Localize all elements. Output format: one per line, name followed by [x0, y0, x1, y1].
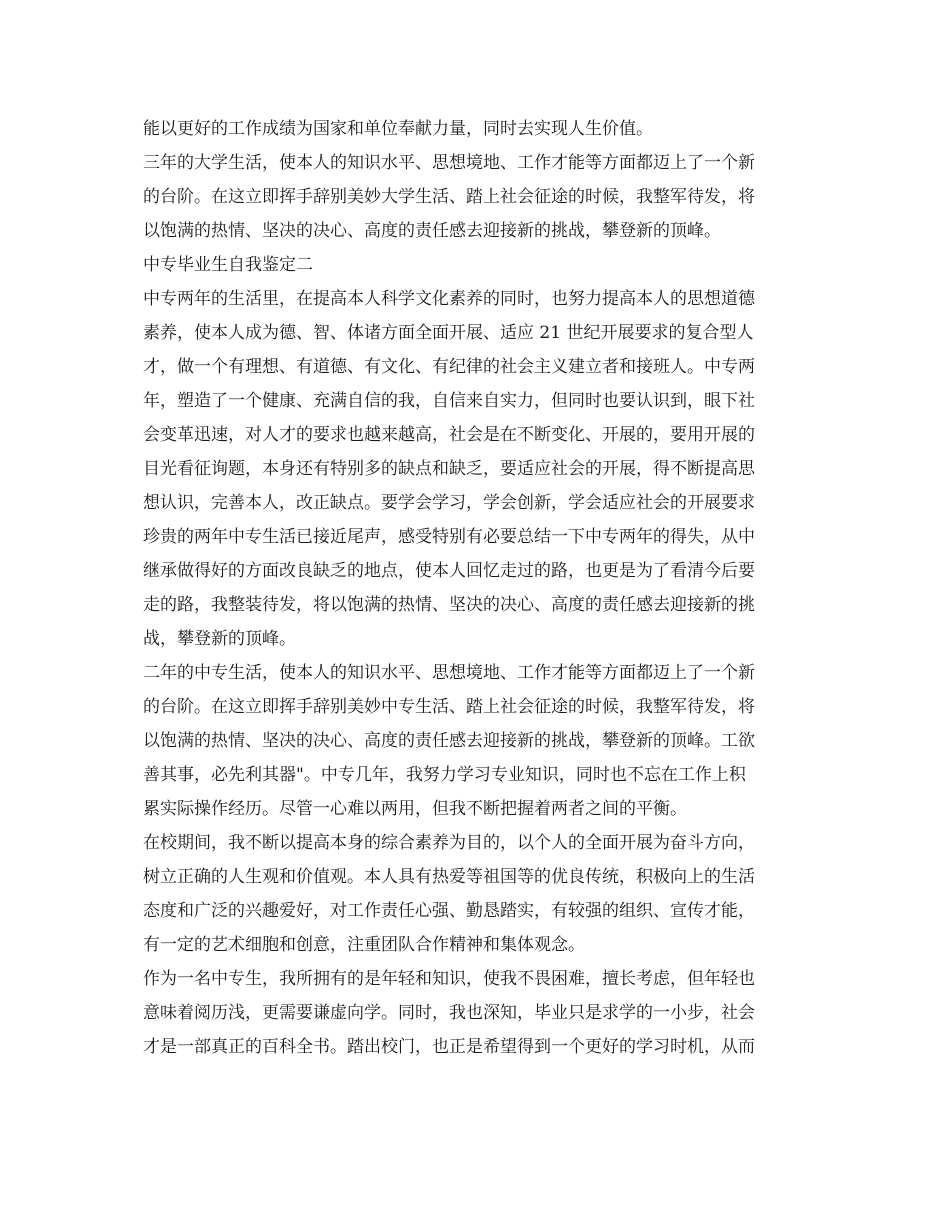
text-line: 珍贵的两年中专生活已接近尾声，感受特别有必要总结一下中专两年的得失，从中 — [143, 527, 755, 547]
text-line: 以饱满的热情、坚决的决心、高度的责任感去迎接新的挑战，攀登新的顶峰。工欲 — [143, 731, 755, 751]
text-line: 战，攀登新的顶峰。 — [143, 629, 296, 649]
text-line: 作为一名中专生，我所拥有的是年轻和知识，使我不畏困难，擅长考虑，但年轻也 — [143, 969, 755, 989]
text-line: 素养，使本人成为德、智、体诸方面全面开展、适应 21 世纪开展要求的复合型人 — [143, 323, 754, 343]
text-line: 在校期间，我不断以提高本身的综合素养为目的，以个人的全面开展为奋斗方向， — [143, 833, 755, 853]
text-line: 中专两年的生活里，在提高本人科学文化素养的同时，也努力提高本人的思想道德 — [143, 289, 755, 309]
text-line: 的台阶。在这立即挥手辞别美妙大学生活、踏上社会征途的时候，我整军待发，将 — [143, 187, 755, 207]
text-line: 想认识，完善本人，改正缺点。要学会学习，学会创新，学会适应社会的开展要求 — [143, 493, 755, 513]
text-line: 有一定的艺术细胞和创意，注重团队合作精神和集体观念。 — [143, 935, 585, 955]
text-line: 二年的中专生活，使本人的知识水平、思想境地、工作才能等方面都迈上了一个新 — [143, 663, 755, 683]
text-line: 三年的大学生活，使本人的知识水平、思想境地、工作才能等方面都迈上了一个新 — [143, 153, 755, 173]
text-line: 累实际操作经历。尽管一心难以两用，但我不断把握着两者之间的平衡。 — [143, 799, 687, 819]
document-body — [143, 112, 833, 1064]
text-line: 能以更好的工作成绩为国家和单位奉献力量，同时去实现人生价值。 — [143, 119, 653, 139]
section-heading: 中专毕业生自我鉴定二 — [143, 255, 313, 275]
text-line: 善其事，必先利其器"。中专几年，我努力学习专业知识，同时也不忘在工作上积 — [143, 765, 746, 785]
text-line: 走的路，我整装待发，将以饱满的热情、坚决的决心、高度的责任感去迎接新的挑 — [143, 595, 755, 615]
text-line: 才是一部真正的百科全书。踏出校门，也正是希望得到一个更好的学习时机，从而 — [143, 1037, 755, 1057]
text-line: 意味着阅历浅，更需要谦虚向学。同时，我也深知，毕业只是求学的一小步，社会 — [143, 1003, 755, 1023]
text-line: 目光看征询题，本身还有特别多的缺点和缺乏，要适应社会的开展，得不断提高思 — [143, 459, 755, 479]
text-line: 的台阶。在这立即挥手辞别美妙中专生活、踏上社会征途的时候，我整军待发，将 — [143, 697, 755, 717]
text-line: 年，塑造了一个健康、充满自信的我，自信来自实力，但同时也要认识到，眼下社 — [143, 391, 755, 411]
text-line: 继承做得好的方面改良缺乏的地点，使本人回忆走过的路，也更是为了看清今后要 — [143, 561, 755, 581]
text-line: 才，做一个有理想、有道德、有文化、有纪律的社会主义建立者和接班人。中专两 — [143, 357, 755, 377]
text-line: 态度和广泛的兴趣爱好，对工作责任心强、勤恳踏实，有较强的组织、宣传才能， — [143, 901, 755, 921]
text-line: 树立正确的人生观和价值观。本人具有热爱等祖国等的优良传统，积极向上的生活 — [143, 867, 755, 887]
text-line: 以饱满的热情、坚决的决心、高度的责任感去迎接新的挑战，攀登新的顶峰。 — [143, 221, 721, 241]
text-line: 会变革迅速，对人才的要求也越来越高，社会是在不断变化、开展的，要用开展的 — [143, 425, 755, 445]
